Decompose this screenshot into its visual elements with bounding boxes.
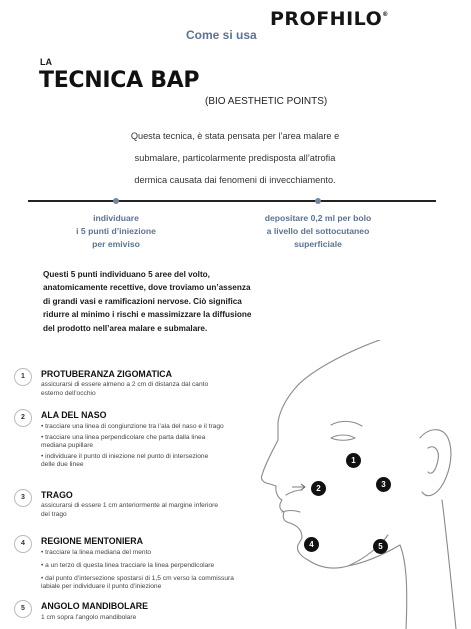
intro-line: Questa tecnica, è stata pensata per l’area malare e [130,131,340,141]
point-detail: mediana pupillare [41,442,94,449]
point-detail: del trago [41,511,67,518]
point-detail: delle due linee [41,461,84,468]
point-detail: labiale per individuare il punto d’iniezione [41,583,162,590]
eye [331,435,355,440]
description-paragraph [43,268,283,335]
point-detail: esterno dell’occhio [41,390,96,397]
step-deposit [233,212,403,251]
title-note: (BIO AESTHETIC POINTS) [205,96,328,107]
point-detail: • tracciare la linea mediana del mento [41,549,152,556]
paragraph-line: Questi 5 punti individuano 5 aree del volto, [43,270,210,279]
steps-divider [28,200,436,202]
neck-back [442,500,456,629]
step-dot [113,198,119,204]
step-line: a livello del sottocutaneo [266,226,370,236]
eye-brow [331,421,362,426]
point-detail: 1 cm sopra l’angolo mandibolare [41,614,137,621]
point-detail: • tracciare una linea di congiunzione tra l’ala del naso e il trago [41,423,224,430]
point-title: REGIONE MENTONIERA [41,536,143,546]
step-line: superficiale [294,239,342,249]
point-detail: • a un terzo di questa linea tracciare la linea perpendicolare [41,562,215,569]
paragraph-line: del prodotto nell’area malare e submalare. [43,323,208,333]
intro-line: submalare, particolarmente predisposta all’atrofia [134,153,336,163]
lips [282,511,300,513]
step-line: i 5 punti d’iniezione [76,226,156,236]
point-title: ALA DEL NASO [41,410,107,420]
step-line: individuare [93,213,139,223]
paragraph-line: di grandi vasi e ramificazioni nervose. Ciò significa [43,296,242,306]
paragraph-line: ridurre al minimo i rischi e massimizzare la diffusione [43,310,252,320]
section-subtitle: Come si usa [186,28,257,42]
point-detail: • dal punto d’intersezione spostarsi di 1,5 cm verso la commissura [41,575,234,582]
point-title: ANGOLO MANDIBOLARE [41,601,149,611]
point-detail: • tracciare una linea perpendicolare che parta dalla linea [41,434,206,441]
point-number-badge: 1 [14,368,32,386]
point-detail: assicurarsi di essere 1 cm anteriormente al margine inferiore [41,502,219,509]
ear [420,430,451,496]
point-number-badge: 5 [14,600,32,618]
step-identify [31,212,201,251]
title-kicker: LA [40,57,52,67]
point-title: TRAGO [41,490,73,500]
point-title: PROTUBERANZA ZIGOMATICA [41,369,172,379]
step-line: per emiviso [92,239,140,249]
point-detail: assicurarsi di essere almeno a 2 cm di distanza dal canto [41,381,209,388]
intro-line: dermica causata dai fenomeni di invecchiamento. [134,175,336,185]
page-title: TECNICA BAP [39,68,200,93]
intro-text [30,125,440,191]
step-dot [315,198,321,204]
nose-line [286,490,302,495]
point-number-badge: 4 [14,535,32,553]
profhilo-logo: PROFHILO® [270,8,389,30]
point-number-badge: 3 [14,489,32,507]
arrow-icon [292,484,305,490]
step-line: depositare 0,2 ml per bolo [264,213,372,223]
paragraph-line: anatomicamente recettive, dove troviamo un’assenza [43,283,251,293]
point-number-badge: 2 [14,409,32,427]
point-detail: • individuare il punto di iniezione nel punto di intersezione [41,453,209,460]
